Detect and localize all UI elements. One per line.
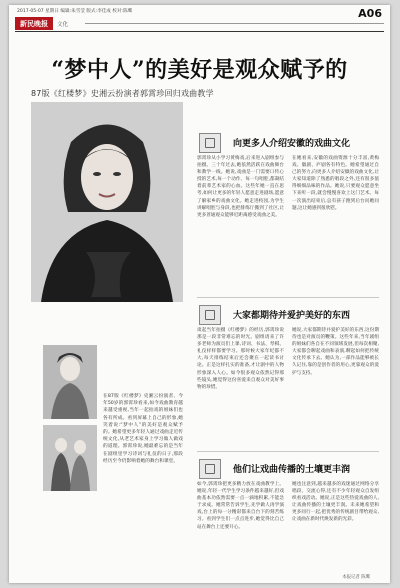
page-code: A06 bbox=[358, 7, 382, 20]
section-2-column-left: 谈起当年拍摄《红楼梦》的经历,郭霄珍说那是一段非常难忘的时光。剧组请来了许多老师为演员们上课,诗词、书法、琴棋、礼仪样样都要学习。那时候大家年纪都不大,每天排练结束后还会聚在一起读书讨论。正是这样扎实的准备,才让剧中的人物形象深入人心。如今很多观众依然记得那些镜头,她觉得这份喜爱来自观众对美好事物的珍惜。 bbox=[197, 328, 284, 390]
masthead-bar bbox=[15, 17, 384, 32]
section-1-column-right: 在她看来,安徽的戏曲资源十分丰富,黄梅戏、徽剧、庐剧各有特色。她希望通过自己的努力,向更多人介绍安徽的戏曲文化,让大家知道除了熟悉的唱段之外,还有很多值得细细品味的作品。她说,只要观众愿意坐下来听一段,就会慢慢喜欢上这门艺术。每一次演出结束后,总有孩子跑到后台问她问题,这让她感到很欣慰。 bbox=[292, 156, 379, 211]
section-3-column-left: 如今,郭霄珍把更多精力放在戏曲教学上。她说,年轻一代学生学习条件越来越好,但戏曲基本功依然需要一点一滴地积累,不能急于求成。她常常告诉学生,先学做人再学演戏,台上的每一分精彩都来自台下的刻苦练习。看到学生们一点点进步,她觉得比自己站在舞台上还要开心。 bbox=[197, 482, 284, 530]
newspaper-logo: 新民晚报 bbox=[15, 17, 53, 30]
section-1-column-left: 郭霄珍从小学习黄梅戏,后来进入剧组参与拍摄。三十年过去,她依然活跃在戏曲舞台和教学一线。她说,戏曲是一门需要口传心授的艺术,每一个动作、每一句唱腔,都凝结着前辈艺术家的心血。这些年她一直在思考,如何让更多的年轻人愿意走进剧场,愿意了解家乡的戏曲文化。她走进校园,为学生讲解唱腔与身段,也把排练厅搬到了社区,让更多普通观众能够近距离感受戏曲之美。 bbox=[197, 156, 284, 218]
section-3-title: 他们让戏曲传播的土壤更丰润 bbox=[233, 465, 351, 475]
portrait-photo bbox=[31, 102, 183, 302]
costume-illustration bbox=[43, 345, 97, 419]
column-tag: 文化 bbox=[57, 22, 69, 28]
section-1-icon bbox=[199, 133, 221, 153]
section-2-title: 大家都期待并爱护美好的东西 bbox=[233, 311, 351, 321]
article-headline: “梦中人”的美好是观众赋予的 bbox=[51, 57, 348, 83]
portrait-illustration bbox=[31, 102, 183, 302]
photo-caption: 在87版《红楼梦》史湘云扮演者、今年50岁的郭霄珍看来,如今戏曲教育越来越受重视,当年一起拍戏的姐妹们也各有所成。看到屏幕上自己的形象,她笑着说:“梦中人”的美好是观众赋予的。她希望更多年轻人通过戏曲走近传统文化,从老艺术家身上学习做人做戏的道理。郭霄珍说,她最难忘的是当年在剧组里学习诗词与礼仪的日子,那段经历至今仍影响着她的舞台和课堂。 bbox=[103, 394, 183, 464]
stage-illustration bbox=[43, 425, 97, 491]
section-2-icon bbox=[199, 305, 221, 325]
opera-costume-photo bbox=[43, 345, 97, 419]
section-3-icon bbox=[199, 459, 221, 479]
section-2-column-right: 她说,大家都期待并爱护美好的东西,这份期待也是对演员的鞭策。这些年来,当年剧组的姐妹们各自在不同领域发展,但每次相聚,大家都会聊起戏曲和表演,聊起如何把传统文化传承下去。她认为,一部作品能够被长久记住,靠的是创作者的用心,更靠观众的爱护与支持。 bbox=[292, 328, 379, 376]
article-subheadline: 87版《红楼梦》史湘云扮演者郭霄珍回归戏曲教学 bbox=[31, 89, 214, 98]
section-divider-2 bbox=[197, 451, 379, 452]
reporter-byline: 本报记者 陈鹰 bbox=[342, 575, 370, 580]
masthead-rule bbox=[85, 23, 384, 24]
issue-info: 2017-05-07 星期日 编辑:朱雪莹 版式:李佳成 校对:陈鹰 bbox=[17, 9, 133, 14]
section-1-title: 向更多人介绍安徽的戏曲文化 bbox=[233, 139, 351, 149]
section-3-column-right: 她也注意到,越来越多的戏迷通过网络分享唱段、交流心得,还有不少年轻观众自发组织看戏活动。她说,正是这些热爱戏曲的人,让戏曲传播的土壤更丰润。未来她希望和更多同行一起,把优秀的传统剧目带给观众,让戏曲在新时代焕发新的光彩。 bbox=[292, 482, 379, 523]
newspaper-page bbox=[9, 5, 390, 583]
stage-performance-photo bbox=[43, 425, 97, 491]
section-divider-1 bbox=[197, 297, 379, 298]
